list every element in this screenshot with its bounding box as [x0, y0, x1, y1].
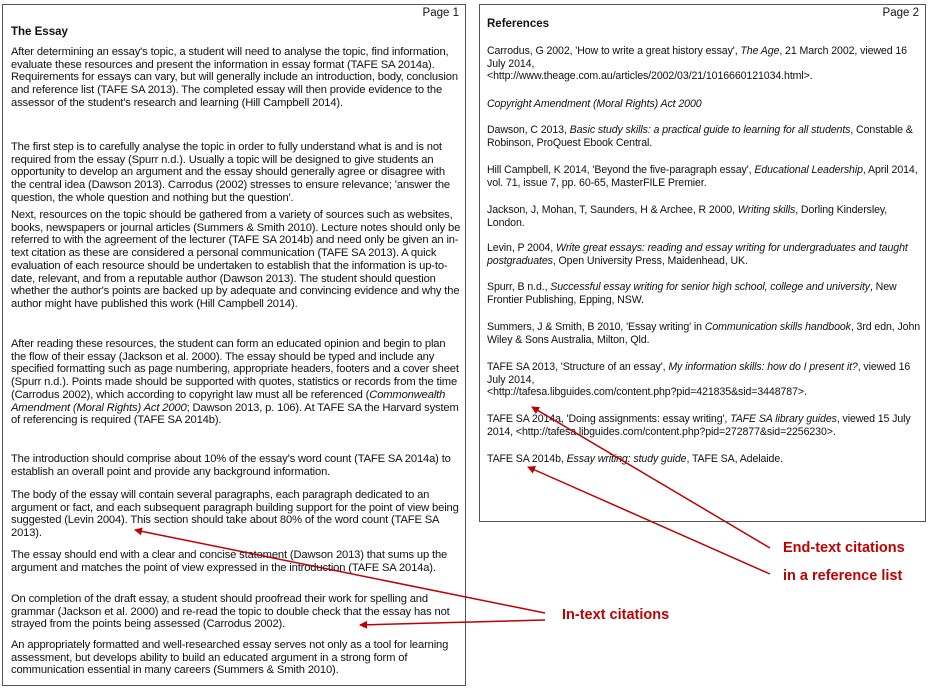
essay-paragraph: The essay should end with a clear and concise statement (Dawson 2013) that sums up the argument and matches the point of view expressed in the introduction (TAFE SA 2014a).	[11, 549, 448, 574]
reference-entry: TAFE SA 2013, 'Structure of an essay', My information skills: how do I present it?, viewed 16 July 2014, <http://tafesa.libguides.com/content.php?pid=421835&sid=3448787>.	[487, 361, 911, 399]
references-heading: References	[487, 18, 550, 30]
reference-entry: Carrodus, G 2002, 'How to write a great history essay', The Age, 21 March 2002, viewed 16 July 2014, <http://www.theage.com.au/articles/2002/03/21/1016660121034.html>.	[487, 45, 907, 83]
essay-paragraph: An appropriately formatted and well-researched essay serves not only as a tool for learning assessment, but develops ability to build an educated argument in a strong form of communication essential in many careers (Summers & Smith 2010).	[11, 639, 449, 677]
reference-entry: Hill Campbell, K 2014, 'Beyond the five-paragraph essay', Educational Leadership, April 2014, vol. 71, issue 7, pp. 60-65, MasterFILE Premier.	[487, 164, 918, 189]
reference-entry: Levin, P 2004, Write great essays: reading and essay writing for undergraduates and taught postgraduates, Open University Press, Maidenhead, UK.	[487, 242, 908, 267]
reference-entry: TAFE SA 2014a, 'Doing assignments: essay writing', TAFE SA library guides, viewed 15 July 2014, <http://tafesa.libguides.com/content.php?pid=272877&sid=2256230>.	[487, 413, 911, 438]
page-number: Page 1	[422, 7, 459, 19]
reference-list-label: in a reference list	[783, 568, 903, 584]
essay-paragraph: After reading these resources, the student can form an educated opinion and begin to plan the flow of their essay (Jackson et al. 2000). The essay should be typed and include any specified formatting such as page numbering, appropriate headers, footers and a cover sheet (Spurr n.d.). Points made should be supported with quotes, statistics or records from the time (Carrodus 2002), which according to copyright law must all be referenced (Commonwealth Amendment (Moral Rights) Act 2000; Dawson 2013, p. 106). At TAFE SA the Harvard system of referencing is required (TAFE SA 2014b).	[11, 338, 459, 427]
page-number: Page 2	[882, 7, 919, 19]
essay-paragraph: The body of the essay will contain several paragraphs, each paragraph dedicated to an argument or fact, and each subsequent paragraph building support for the point of view being suggested (Levin 2004). This section should take about 80% of the word count (TAFE SA 2013).	[11, 489, 459, 540]
in-text-arrow	[135, 530, 545, 613]
reference-entry: Dawson, C 2013, Basic study skills: a practical guide to learning for all students, Constable & Robinson, ProQuest Ebook Central.	[487, 124, 913, 149]
essay-paragraph: The introduction should comprise about 10% of the essay's word count (TAFE SA 2014a) to establish an overall point and provide any background information.	[11, 453, 451, 478]
end-text-arrow	[528, 467, 770, 574]
reference-entry: TAFE SA 2014b, Essay writing: study guide, TAFE SA, Adelaide.	[487, 453, 783, 465]
essay-paragraph: The first step is to carefully analyse the topic in order to fully understand what is and is not required from the essay (Spurr n.d.). Usually a topic will be designed to give students an opportunity to develop an argument and the essay should generally agree or disagree with the central idea (Dawson 2013). Carrodus (2002) stresses to ensure relevance; 'answer the question, the whole question and nothing but the question'.	[11, 141, 451, 204]
in-text-citations-label: In-text citations	[562, 607, 670, 623]
end-text-citations-label: End-text citations	[783, 540, 905, 556]
reference-entry: Summers, J & Smith, B 2010, 'Essay writing' in Communication skills handbook, 3rd edn, John Wiley & Sons Australia, Milton, Qld.	[487, 321, 921, 346]
reference-entry: Spurr, B n.d., Successful essay writing for senior high school, college and university, New Frontier Publishing, Epping, NSW.	[487, 281, 897, 306]
in-text-arrow	[360, 620, 545, 625]
essay-paragraph: Next, resources on the topic should be gathered from a variety of sources such as websites, books, newspapers or journal articles (Summers & Smith 2010). Lecture notes should only be referred to with the agreement of the lecturer (TAFE SA 2014b) and need only be given an in-text citation as these are considered a personal communication (TAFE SA 2013). A quick evaluation of each resource should be undertaken to establish that the information is up-to-date, relevant, and from a reputable author (Dawson 2013). The student should question whether the author's points are backed up by adequate and convincing evidence and why the author might have published this work (Hill Campbell 2014).	[11, 209, 461, 310]
essay-heading: The Essay	[11, 26, 68, 38]
essay-paragraph: After determining an essay's topic, a student will need to analyse the topic, find information, evaluate these resources and present the information in essay format (TAFE SA 2014a). Requirements for essays can vary, but will generally include an introduction, body, conclusion and reference list (TAFE SA 2013). The completed essay will then provide evidence to the assessor of the student's research and learning (Hill Campbell 2014).	[11, 46, 458, 109]
reference-entry: Jackson, J, Mohan, T, Saunders, H & Archee, R 2000, Writing skills, Dorling Kindersley, London.	[487, 204, 888, 229]
essay-paragraph: On completion of the draft essay, a student should proofread their work for spelling and grammar (Jackson et al. 2000) and re-read the topic to double check that the essay has not strayed from the points being assessed (Carrodus 2002).	[11, 593, 450, 631]
reference-entry: Copyright Amendment (Moral Rights) Act 2000	[487, 98, 702, 110]
end-text-arrow	[532, 407, 770, 548]
